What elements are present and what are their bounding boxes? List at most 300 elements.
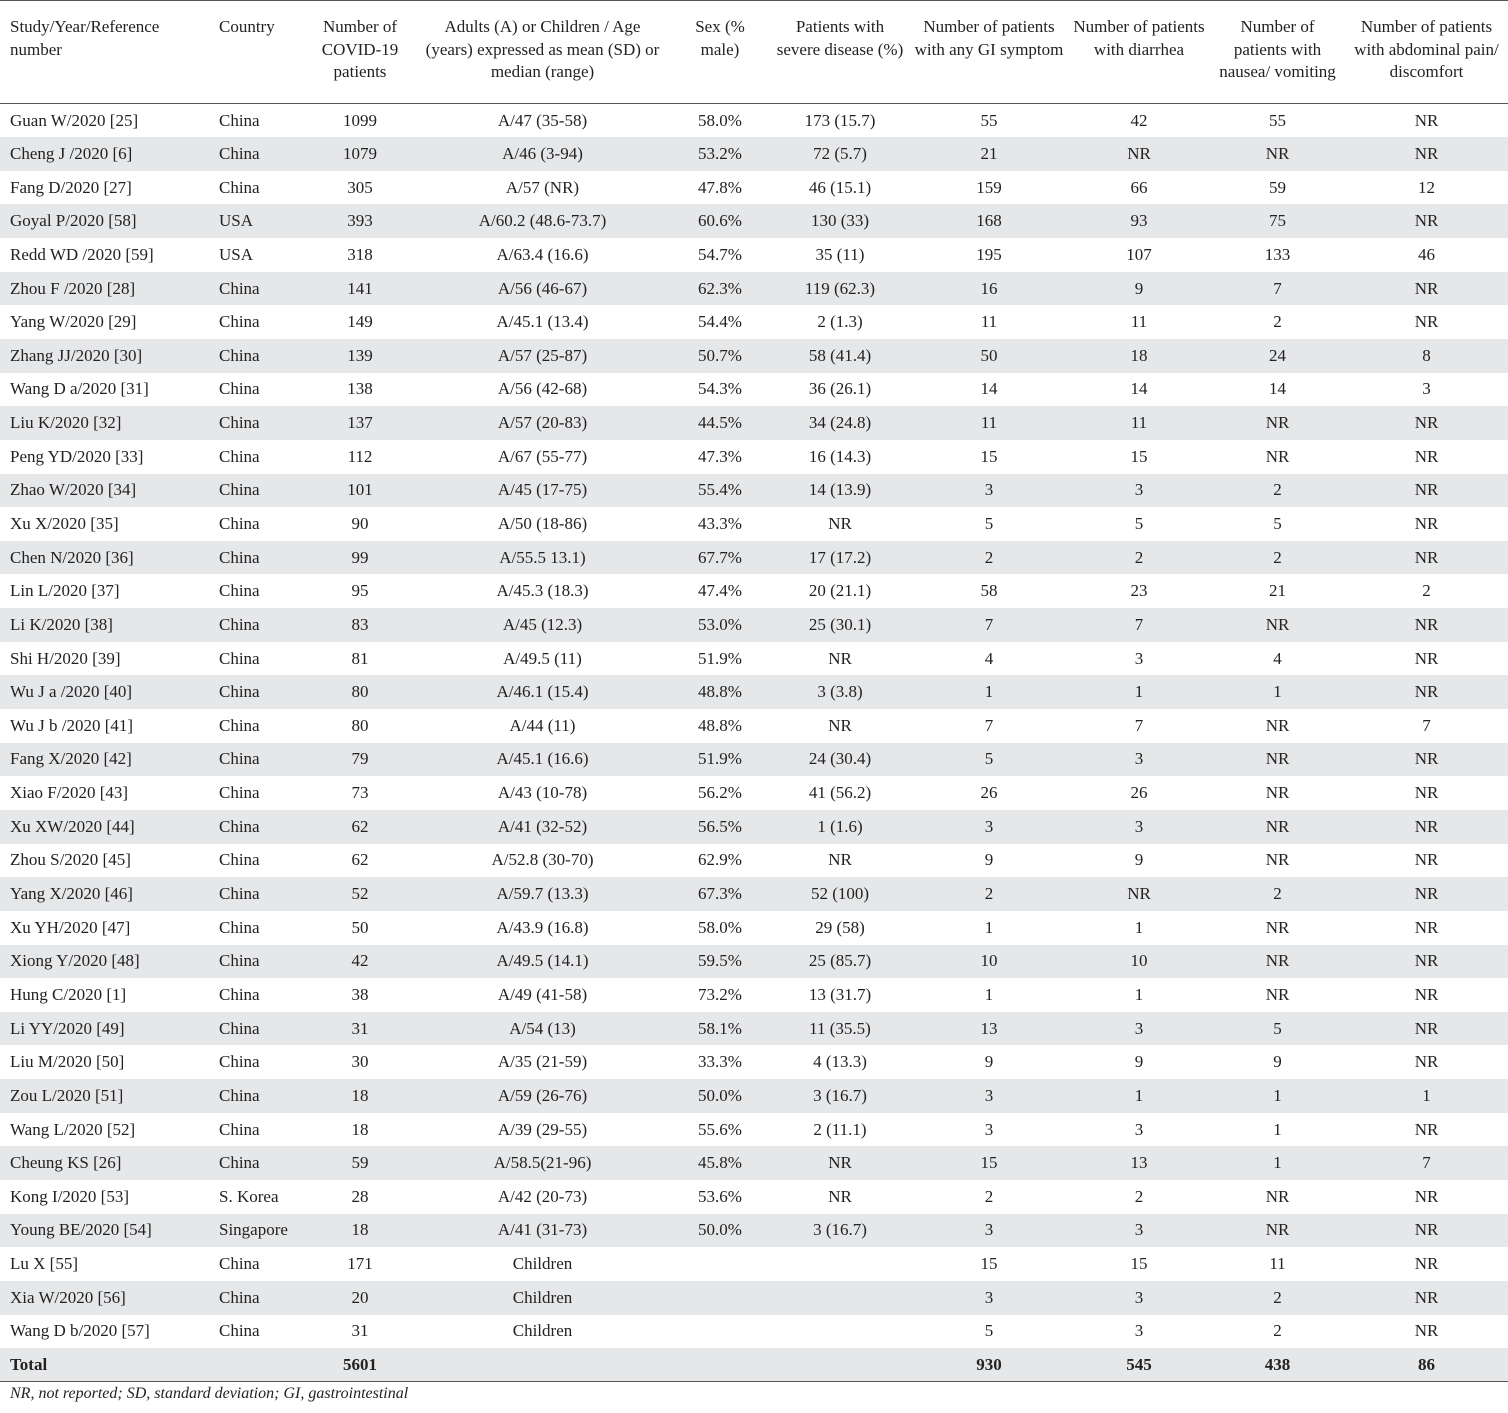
cell-country: China	[219, 514, 260, 533]
table-row	[0, 1146, 1508, 1180]
cell-diarrhea: 1	[1068, 675, 1210, 709]
cell-any-gi: 10	[910, 945, 1068, 979]
table-row	[0, 171, 1508, 205]
table-row	[0, 844, 1508, 878]
table-row	[0, 1214, 1508, 1248]
cell-any-gi: 3	[910, 1079, 1068, 1113]
cell-patients: 1079	[305, 137, 415, 171]
cell-nausea: NR	[1210, 137, 1345, 171]
cell-country: China	[219, 177, 260, 197]
cell-diarrhea: 3	[1068, 474, 1210, 508]
cell-nausea: 2	[1273, 1321, 1282, 1341]
cell-country: China	[205, 474, 305, 508]
cell-severe: 119 (62.3)	[770, 272, 910, 306]
cell-any-gi: 9	[984, 1052, 994, 1072]
cell-sex	[670, 1281, 770, 1315]
cell-any-gi: 21	[910, 137, 1068, 171]
cell-country: China	[219, 312, 260, 332]
cell-study: Zhou S/2020 [45]	[10, 850, 131, 870]
cell-age: A/50 (18-86)	[497, 514, 588, 533]
cell-age: A/54 (13)	[415, 1012, 670, 1046]
cell-abdominal: NR	[1345, 406, 1508, 440]
cell-country: China	[219, 715, 260, 735]
table-row	[0, 339, 1508, 373]
cell-age: A/57 (25-87)	[415, 339, 670, 373]
cell-diarrhea: 14	[1130, 379, 1148, 399]
cell-severe	[770, 1281, 910, 1315]
cell-sex: 58.1%	[670, 1012, 770, 1046]
cell-patients: 80	[351, 715, 369, 735]
cell-nausea: 1	[1210, 675, 1345, 709]
cell-diarrhea: NR	[1068, 877, 1210, 911]
table-row	[0, 608, 1508, 642]
cell-diarrhea: 26	[1130, 783, 1148, 803]
cell-diarrhea: 3	[1068, 1214, 1210, 1248]
cell-age: A/43.9 (16.8)	[496, 917, 589, 937]
cell-severe: NR	[770, 1146, 910, 1180]
cell-age: A/46 (3-94)	[415, 137, 670, 171]
table-row	[0, 776, 1508, 810]
cell-country: China	[205, 1079, 305, 1113]
cell-severe: NR	[828, 715, 852, 735]
cell-patients: 50	[351, 917, 369, 937]
cell-severe: 3 (16.7)	[770, 1214, 910, 1248]
cell-patients: 141	[305, 272, 415, 306]
cell-sex: 53.0%	[670, 608, 770, 642]
cell-age: A/47 (35-58)	[497, 110, 588, 130]
cell-abdominal: 46	[1418, 244, 1435, 264]
cell-any-gi: 26	[980, 783, 998, 803]
table-row	[0, 104, 1508, 138]
cell-nausea: 21	[1269, 581, 1286, 601]
cell-any-gi: 1	[984, 984, 994, 1004]
header-age: Adults (A) or Children / Age (years) expressed as mean (SD) or median (range)	[415, 1, 670, 104]
cell-age: A/58.5(21-96)	[415, 1146, 670, 1180]
cell-sex: 56.5%	[670, 810, 770, 844]
cell-sex: 59.5%	[670, 945, 770, 979]
cell-study: Wu J a /2020 [40]	[0, 675, 205, 709]
total-cell-severe	[770, 1348, 910, 1382]
cell-patients: 59	[305, 1146, 415, 1180]
cell-age: A/57 (20-83)	[415, 406, 670, 440]
cell-study: Liu K/2020 [32]	[0, 406, 205, 440]
cell-nausea: NR	[1265, 446, 1290, 466]
cell-severe: 3 (16.7)	[770, 1079, 910, 1113]
cell-nausea: 2	[1210, 474, 1345, 508]
table-row	[0, 743, 1508, 777]
cell-abdominal: NR	[1414, 1321, 1439, 1341]
cell-patients: 38	[351, 984, 369, 1004]
cell-abdominal: NR	[1345, 474, 1508, 508]
cell-sex: 48.8%	[698, 715, 742, 735]
cell-nausea: 5	[1273, 514, 1282, 533]
cell-abdominal: NR	[1345, 945, 1508, 979]
cell-age: A/63.4 (16.6)	[496, 244, 589, 264]
cell-sex: 54.4%	[698, 312, 742, 332]
cell-any-gi: 11	[910, 406, 1068, 440]
cell-country: China	[219, 984, 260, 1004]
cell-abdominal: NR	[1414, 446, 1439, 466]
cell-study: Fang X/2020 [42]	[0, 743, 205, 777]
table-row	[0, 574, 1508, 608]
cell-patients: 73	[351, 783, 369, 803]
cell-diarrhea: 3	[1068, 743, 1210, 777]
cell-sex: 60.6%	[670, 204, 770, 238]
cell-sex: 43.3%	[698, 514, 742, 533]
cell-abdominal: NR	[1414, 984, 1439, 1004]
cell-nausea: NR	[1210, 945, 1345, 979]
cell-country: China	[219, 1119, 260, 1139]
cell-abdominal: 1	[1345, 1079, 1508, 1113]
cell-any-gi: 3	[910, 474, 1068, 508]
cell-any-gi: 15	[980, 1254, 998, 1274]
table-row	[0, 272, 1508, 306]
cell-study: Xia W/2020 [56]	[0, 1281, 205, 1315]
cell-abdominal: NR	[1345, 1281, 1508, 1315]
cell-sex: 67.3%	[670, 877, 770, 911]
cell-nausea: NR	[1265, 850, 1290, 870]
cell-country: Singapore	[205, 1214, 305, 1248]
cell-diarrhea: 5	[1134, 514, 1144, 533]
cell-country: China	[205, 272, 305, 306]
cell-abdominal: NR	[1345, 877, 1508, 911]
cell-nausea: NR	[1210, 743, 1345, 777]
table-row	[0, 1079, 1508, 1113]
cell-abdominal: NR	[1414, 1052, 1439, 1072]
cell-nausea: 1	[1210, 1079, 1345, 1113]
header-row	[0, 1, 1508, 104]
cell-diarrhea: 1	[1134, 917, 1144, 937]
cell-age: A/39 (29-55)	[497, 1119, 588, 1139]
cell-patients: 18	[305, 1079, 415, 1113]
total-cell-diarrhea: 545	[1068, 1348, 1210, 1382]
cell-patients: 171	[347, 1254, 373, 1274]
cell-country: China	[205, 608, 305, 642]
cell-nausea: 133	[1264, 244, 1291, 264]
cell-severe: 58 (41.4)	[770, 339, 910, 373]
cell-study: Zhao W/2020 [34]	[0, 474, 205, 508]
cell-diarrhea: 23	[1130, 581, 1148, 601]
cell-any-gi: 1	[910, 675, 1068, 709]
cell-abdominal: NR	[1345, 204, 1508, 238]
cell-age: A/60.2 (48.6-73.7)	[415, 204, 670, 238]
cell-diarrhea: 3	[1134, 1321, 1144, 1341]
cell-patients: 31	[305, 1012, 415, 1046]
cell-any-gi: 11	[980, 312, 998, 332]
table-row	[0, 440, 1508, 474]
cell-nausea: 4	[1273, 648, 1282, 668]
cell-diarrhea: 3	[1134, 1119, 1144, 1139]
header-sex: Sex (% male)	[670, 1, 770, 104]
cell-nausea: NR	[1265, 917, 1290, 937]
cell-nausea: NR	[1265, 984, 1290, 1004]
cell-abdominal: NR	[1345, 1012, 1508, 1046]
cell-nausea: 9	[1273, 1052, 1282, 1072]
cell-abdominal: NR	[1345, 675, 1508, 709]
cell-age: A/45.1 (13.4)	[496, 312, 589, 332]
cell-severe: 72 (5.7)	[770, 137, 910, 171]
cell-nausea: 2	[1210, 541, 1345, 575]
cell-sex: 51.9%	[698, 648, 742, 668]
cell-abdominal: NR	[1414, 110, 1439, 130]
cell-abdominal: NR	[1414, 783, 1439, 803]
cell-study: Wu J b /2020 [41]	[10, 715, 134, 735]
table-row	[0, 1281, 1508, 1315]
cell-sex	[670, 1315, 770, 1349]
cell-sex: 62.9%	[698, 850, 742, 870]
cell-country: China	[205, 810, 305, 844]
cell-severe: 52 (100)	[770, 877, 910, 911]
cell-study: Hung C/2020 [1]	[10, 984, 127, 1004]
cell-any-gi: 5	[984, 514, 994, 533]
table-row	[0, 474, 1508, 508]
cell-patients: 90	[351, 514, 369, 533]
cell-country: China	[205, 1012, 305, 1046]
cell-country: China	[219, 110, 260, 130]
table-row	[0, 507, 1508, 541]
table-row	[0, 305, 1508, 339]
cell-abdominal: NR	[1345, 272, 1508, 306]
cell-abdominal: NR	[1345, 743, 1508, 777]
cell-study: Xu X/2020 [35]	[10, 514, 119, 533]
cell-sex: 56.2%	[698, 783, 742, 803]
cell-country: China	[219, 1254, 260, 1274]
cell-any-gi: 50	[910, 339, 1068, 373]
cell-any-gi: 3	[910, 810, 1068, 844]
cell-patients: 31	[351, 1321, 369, 1341]
cell-any-gi: 3	[984, 1119, 994, 1139]
cell-study: Yang X/2020 [46]	[0, 877, 205, 911]
cell-study: Peng YD/2020 [33]	[10, 446, 144, 466]
total-cell-sex	[670, 1348, 770, 1382]
cell-nausea: 2	[1210, 877, 1345, 911]
cell-sex: 67.7%	[670, 541, 770, 575]
total-cell-any-gi: 930	[910, 1348, 1068, 1382]
cell-nausea: NR	[1265, 783, 1290, 803]
table-row	[0, 911, 1508, 945]
cell-patients: 149	[347, 312, 373, 332]
cell-nausea: NR	[1210, 810, 1345, 844]
cell-age: A/45.3 (18.3)	[496, 581, 589, 601]
cell-age: A/59.7 (13.3)	[415, 877, 670, 911]
cell-sex: 50.0%	[670, 1079, 770, 1113]
cell-study: Fang D/2020 [27]	[10, 177, 132, 197]
cell-sex: 47.3%	[698, 446, 742, 466]
cell-country: China	[219, 783, 260, 803]
cell-age: A/35 (21-59)	[497, 1052, 588, 1072]
cell-diarrhea: 93	[1068, 204, 1210, 238]
cell-diarrhea: 9	[1134, 850, 1144, 870]
table-row	[0, 978, 1508, 1012]
cell-patients: 305	[347, 177, 373, 197]
cell-patients: 42	[305, 945, 415, 979]
cell-country: China	[205, 541, 305, 575]
cell-study: Cheung KS [26]	[0, 1146, 205, 1180]
cell-study: Zhou F /2020 [28]	[0, 272, 205, 306]
cell-severe	[770, 1315, 910, 1349]
cell-sex: 48.8%	[670, 675, 770, 709]
cell-any-gi: 5	[984, 1321, 994, 1341]
cell-diarrhea: 2	[1134, 1186, 1144, 1206]
cell-diarrhea: 11	[1130, 312, 1148, 332]
cell-age: A/44 (11)	[509, 715, 576, 735]
cell-country: China	[219, 850, 260, 870]
cell-nausea: 55	[1269, 110, 1286, 130]
cell-abdominal: NR	[1345, 810, 1508, 844]
cell-diarrhea: 1	[1134, 984, 1144, 1004]
cell-patients: 28	[351, 1186, 369, 1206]
cell-patients: 79	[305, 743, 415, 777]
total-cell-patients: 5601	[305, 1348, 415, 1382]
cell-any-gi: 2	[910, 877, 1068, 911]
cell-severe: 36 (26.1)	[808, 379, 872, 399]
cell-patients: 99	[305, 541, 415, 575]
cell-any-gi: 2	[910, 541, 1068, 575]
cell-study: Guan W/2020 [25]	[10, 110, 139, 130]
header-patients: Number of COVID-19 patients	[305, 1, 415, 104]
cell-abdominal: NR	[1414, 1254, 1439, 1274]
cell-study: Wang L/2020 [52]	[10, 1119, 136, 1139]
table-row	[0, 204, 1508, 238]
cell-age: Children	[512, 1254, 573, 1274]
cell-severe: 2 (1.3)	[817, 312, 863, 332]
cell-country: S. Korea	[219, 1186, 279, 1206]
cell-any-gi: 3	[910, 1214, 1068, 1248]
cell-country: USA	[205, 204, 305, 238]
cell-age: A/45 (12.3)	[415, 608, 670, 642]
cell-patients: 393	[305, 204, 415, 238]
cell-study: Xiong Y/2020 [48]	[0, 945, 205, 979]
cell-abdominal: NR	[1414, 648, 1439, 668]
cell-sex: 45.8%	[670, 1146, 770, 1180]
cell-diarrhea: 3	[1068, 1012, 1210, 1046]
cell-study: Xiao F/2020 [43]	[10, 783, 129, 803]
cell-abdominal: NR	[1414, 1119, 1439, 1139]
cell-country: China	[205, 743, 305, 777]
cell-sex: 54.3%	[698, 379, 742, 399]
cell-severe: 173 (15.7)	[804, 110, 876, 130]
cell-severe	[770, 1247, 910, 1281]
cell-any-gi: 7	[910, 608, 1068, 642]
cell-diarrhea: 3	[1068, 1281, 1210, 1315]
header-any-gi: Number of patients with any GI symptom	[910, 1, 1068, 104]
cell-study: Wang D b/2020 [57]	[10, 1321, 150, 1341]
cell-age: A/55.5 13.1)	[415, 541, 670, 575]
table-row	[0, 1315, 1508, 1349]
table-row	[0, 373, 1508, 407]
cell-severe: 25 (30.1)	[770, 608, 910, 642]
cell-abdominal: NR	[1345, 137, 1508, 171]
cell-patients: 52	[305, 877, 415, 911]
cell-nausea: 1	[1273, 1119, 1282, 1139]
cell-country: China	[205, 339, 305, 373]
table-row	[0, 1045, 1508, 1079]
cell-any-gi: 168	[910, 204, 1068, 238]
cell-country: China	[219, 648, 260, 668]
cell-nausea: NR	[1210, 1214, 1345, 1248]
cell-sex	[670, 1247, 770, 1281]
cell-sex: 73.2%	[698, 984, 742, 1004]
cell-patients: 30	[351, 1052, 369, 1072]
cell-age: A/59 (26-76)	[415, 1079, 670, 1113]
cell-country: China	[205, 1146, 305, 1180]
cell-severe: 11 (35.5)	[770, 1012, 910, 1046]
cell-diarrhea: 3	[1134, 648, 1144, 668]
cell-abdominal: NR	[1414, 850, 1439, 870]
cell-study: Lu X [55]	[10, 1254, 78, 1274]
cell-any-gi: 2	[984, 1186, 994, 1206]
cell-severe: 14 (13.9)	[770, 474, 910, 508]
cell-study: Yang W/2020 [29]	[10, 312, 137, 332]
cell-study: Young BE/2020 [54]	[0, 1214, 205, 1248]
cell-age: A/41 (31-73)	[415, 1214, 670, 1248]
cell-abdominal: NR	[1414, 917, 1439, 937]
cell-any-gi: 159	[976, 177, 1002, 197]
cell-patients: 101	[305, 474, 415, 508]
cell-patients: 318	[347, 244, 373, 264]
cell-nausea: 7	[1210, 272, 1345, 306]
cell-severe: 25 (85.7)	[770, 945, 910, 979]
table-row	[0, 1247, 1508, 1281]
cell-nausea: 59	[1269, 177, 1286, 197]
cell-severe: 4 (13.3)	[813, 1052, 867, 1072]
cell-any-gi: 4	[984, 648, 994, 668]
cell-abdominal: NR	[1414, 1186, 1439, 1206]
cell-any-gi: 5	[910, 743, 1068, 777]
table-row	[0, 642, 1508, 676]
cell-sex: 54.7%	[698, 244, 742, 264]
cell-country: China	[205, 675, 305, 709]
table-body	[0, 104, 1508, 1382]
cell-sex: 47.4%	[698, 581, 742, 601]
cell-sex: 33.3%	[698, 1052, 742, 1072]
cell-severe: 1 (1.6)	[770, 810, 910, 844]
cell-nausea: 24	[1210, 339, 1345, 373]
cell-country: China	[219, 581, 260, 601]
cell-study: Lin L/2020 [37]	[10, 581, 120, 601]
cell-abdominal: NR	[1345, 541, 1508, 575]
cell-patients: 62	[305, 810, 415, 844]
cell-sex: 55.4%	[670, 474, 770, 508]
cell-any-gi: 195	[976, 244, 1002, 264]
cell-any-gi: 16	[910, 272, 1068, 306]
cell-study: Zhang JJ/2020 [30]	[0, 339, 205, 373]
cell-study: Liu M/2020 [50]	[10, 1052, 125, 1072]
total-cell-country	[205, 1348, 305, 1382]
table-footnote: NR, not reported; SD, standard deviation; GI, gastrointestinal	[10, 1385, 409, 1403]
cell-sex: 50.7%	[670, 339, 770, 373]
cell-sex: 44.5%	[670, 406, 770, 440]
cell-severe: 35 (11)	[815, 244, 865, 264]
cell-nausea: NR	[1210, 406, 1345, 440]
cell-country: China	[219, 917, 260, 937]
cell-diarrhea: 10	[1068, 945, 1210, 979]
cell-diarrhea: 2	[1068, 541, 1210, 575]
cell-patients: 80	[305, 675, 415, 709]
table-row	[0, 675, 1508, 709]
cell-patients: 95	[351, 581, 369, 601]
table-row	[0, 709, 1508, 743]
cell-sex: 53.2%	[670, 137, 770, 171]
cell-nausea: 1	[1210, 1146, 1345, 1180]
cell-country: China	[205, 1281, 305, 1315]
cell-severe: 29 (58)	[815, 917, 865, 937]
cell-any-gi: 58	[980, 581, 998, 601]
total-row	[0, 1348, 1508, 1382]
cell-sex: 51.9%	[670, 743, 770, 777]
cell-any-gi: 13	[910, 1012, 1068, 1046]
cell-any-gi: 1	[984, 917, 994, 937]
